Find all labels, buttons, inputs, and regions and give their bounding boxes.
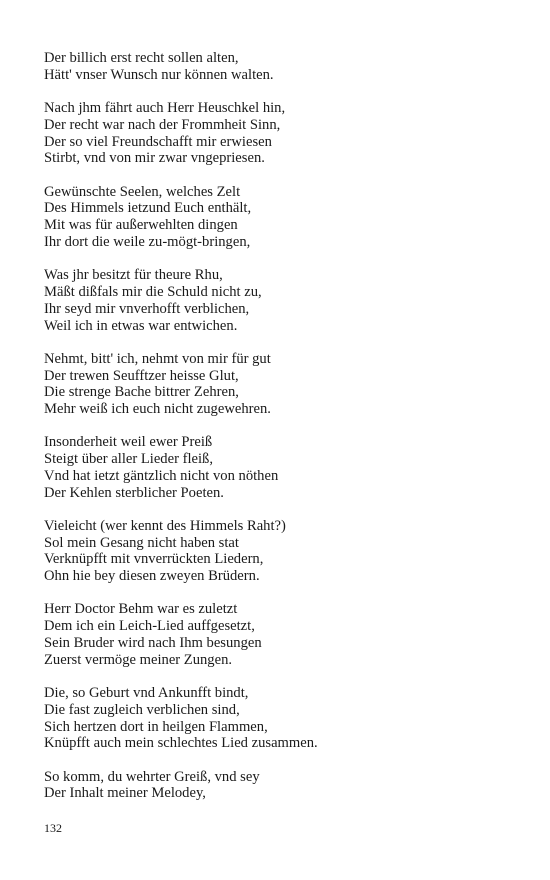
verse-line: Steigt über aller Lieder fleiß,: [44, 451, 213, 468]
verse-line: Sein Bruder wird nach Ihm besungen: [44, 635, 262, 652]
stanza: [44, 351, 524, 418]
verse-line: Ihr dort die weile zu-mögt-bringen,: [44, 233, 251, 250]
verse-line: Mäßt dißfals mir die Schuld nicht zu,: [44, 283, 262, 300]
verse-line: Ihr seyd mir vnverhofft verblichen,: [44, 300, 250, 317]
verse-line: Vnd hat ietzt gäntzlich nicht von nöthen: [44, 467, 279, 484]
verse-line: Stirbt, vnd von mir zwar vngepriesen.: [44, 150, 265, 167]
stanza: [44, 769, 524, 803]
verse-line: Der so viel Freundschafft mir erwiesen: [44, 133, 272, 150]
verse-line: Mehr weiß ich euch nicht zugewehren.: [44, 401, 271, 418]
stanza: [44, 601, 524, 668]
page-number: 132: [44, 821, 62, 835]
verse-line: Die fast zugleich verblichen sind,: [44, 701, 240, 718]
verse-line: Sol mein Gesang nicht haben stat: [44, 534, 239, 551]
verse-line: Nach jhm fährt auch Herr Heuschkel hin,: [44, 99, 286, 116]
verse-line: Der Kehlen sterblicher Poeten.: [44, 484, 224, 501]
verse-line: Der Inhalt meiner Melodey,: [44, 785, 206, 802]
verse-line: Der billich erst recht sollen alten,: [44, 50, 239, 66]
verse-line: Insonderheit weil ewer Preiß: [44, 434, 213, 451]
verse-line: So komm, du wehrter Greiß, vnd sey: [44, 768, 260, 785]
stanza: [44, 434, 524, 501]
verse-line: Nehmt, bitt' ich, nehmt von mir für gut: [44, 350, 271, 367]
verse-line: Verknüpfft mit vnverrückten Liedern,: [44, 551, 264, 568]
verse-line: Knüpfft auch mein schlechtes Lied zusammen.: [44, 735, 318, 752]
stanza: [44, 685, 524, 752]
verse-line: Herr Doctor Behm war es zuletzt: [44, 601, 238, 618]
verse-line: Weil ich in etwas war entwichen.: [44, 317, 238, 334]
stanza: [44, 100, 524, 167]
stanza: [44, 184, 524, 251]
verse-line: Vieleicht (wer kennt des Himmels Raht?): [44, 517, 286, 534]
verse-line: Sich hertzen dort in heilgen Flammen,: [44, 718, 268, 735]
stanza: [44, 50, 524, 84]
stanza: [44, 518, 524, 585]
verse-line: Mit was für außerwehlten dingen: [44, 217, 238, 234]
verse-line: Der trewen Seufftzer heisse Glut,: [44, 367, 239, 384]
verse-line: Die, so Geburt vnd Ankunfft bindt,: [44, 685, 249, 702]
verse-line: Hätt' vnser Wunsch nur können walten.: [44, 66, 274, 83]
verse-line: Was jhr besitzt für theure Rhu,: [44, 267, 223, 284]
verse-line: Des Himmels ietzund Euch enthält,: [44, 200, 252, 217]
verse-line: Ohn hie bey diesen zweyen Brüdern.: [44, 568, 260, 585]
stanza: [44, 267, 524, 334]
verse-line: Zuerst vermöge meiner Zungen.: [44, 651, 233, 668]
verse-line: Dem ich ein Leich-Lied auffgesetzt,: [44, 618, 255, 635]
verse-line: Der recht war nach der Frommheit Sinn,: [44, 116, 281, 133]
verse-line: Die strenge Bache bittrer Zehren,: [44, 384, 239, 401]
poem-text: [44, 50, 524, 819]
verse-line: Gewünschte Seelen, welches Zelt: [44, 183, 241, 200]
